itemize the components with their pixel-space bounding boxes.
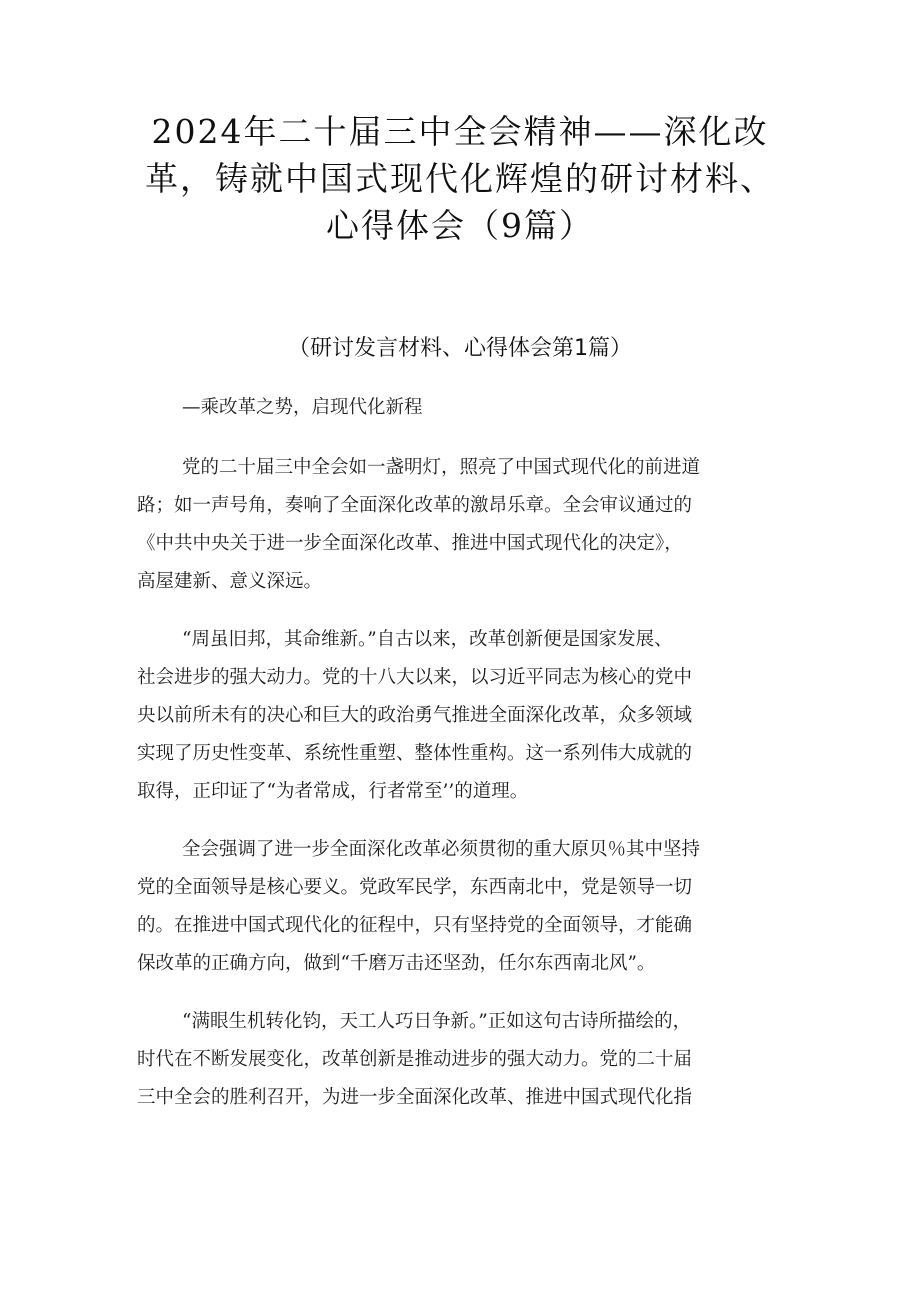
paragraph-line: 实现了历史性变革、系统性重塑、整体性重构。这一系列伟大成就的 [137,743,693,764]
section-heading: （研讨发言材料、心得体会第1篇） [288,336,632,361]
paragraph-line: 三中全会的胜利召开，为进一步全面深化改革、推进中国式现代化指 [137,1087,693,1108]
paragraph [137,831,802,983]
document-title [110,108,810,249]
paragraph-line: “满眼生机转化钧，天工人巧日争新。”正如这句古诗所描绘的， [182,1011,692,1032]
title-line: 心得体会（9篇） [326,206,594,245]
paragraph-line: 保改革的正确方向，做到“千磨万击还坚劲，任尔东西南北风”。 [137,953,656,974]
paragraph-line: 高屋建新、意义深远。 [137,571,323,592]
paragraph-line: 取得，正印证了“为者常成，行者常至’’的道理。 [137,781,529,802]
paragraph-line: 时代在不断发展变化，改革创新是推动进步的强大动力。党的二十届 [137,1049,693,1070]
paragraph-line: 央以前所未有的决心和巨大的政治勇气推进全面深化改革，众多领域 [137,705,693,726]
title-line: 革，铸就中国式现代化辉煌的研讨材料、 [145,159,775,198]
paragraph [137,621,802,811]
paragraph-line: 《中共中央关于进一步全面深化改革、推进中国式现代化的决定》， [137,533,683,554]
paragraph-line: 路；如一声号角，奏响了全面深化改革的激昂乐章。全会审议通过的 [137,495,693,516]
paragraph-line: 全会强调了进一步全面深化改革必须贯彻的重大原贝％其中坚持 [182,839,701,860]
paragraph-line: 党的二十届三中全会如一盏明灯，照亮了中国式现代化的前进道 [182,457,701,478]
paragraph [137,1003,802,1117]
paragraph-line: 社会进步的强大动力。党的十八大以来，以习近平同志为核心的党中 [137,667,693,688]
paragraph-line: 的。在推进中国式现代化的征程中，只有坚持党的全面领导，才能确 [137,915,693,936]
title-line: 2024年二十届三中全会精神——深化改 [151,112,769,151]
paragraph [137,449,802,601]
document-body [137,449,802,1137]
paragraph-line: “周虽旧邦，其命维新。”自古以来，改革创新便是国家发展、 [182,629,673,650]
paragraph-line: 党的全面领导是核心要义。党政军民学，东西南北中，党是领导一切 [137,877,693,898]
lead-line: —乘改革之势，启现代化新程 [182,397,423,418]
